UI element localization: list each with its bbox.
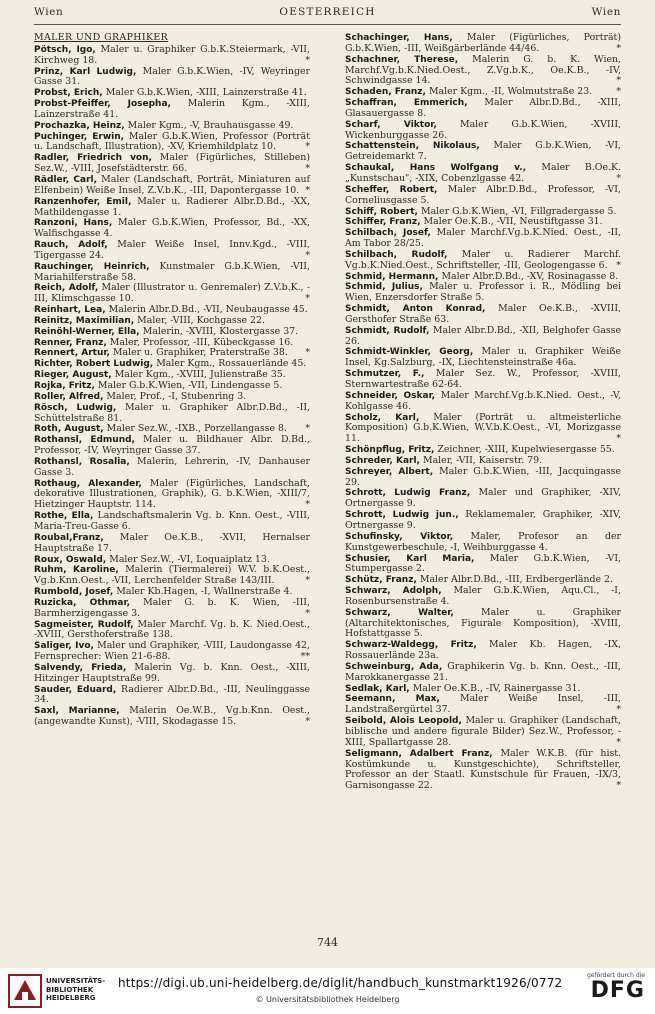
entry-name: Rädler, Carl, bbox=[34, 174, 98, 185]
library-name-2: BIBLIOTHEK bbox=[46, 985, 94, 994]
entry-name: Schilbach, Josef, bbox=[345, 228, 431, 239]
entry-details: Maler Kgm., -V, Brauhausgasse 49. bbox=[127, 119, 294, 131]
entry-name: Scharf, Viktor, bbox=[345, 119, 437, 130]
entry-details: Maler, -VII, Kaiserstr. 79. bbox=[422, 454, 543, 466]
entry-details: Maler G.b.K.Wien, -VI, Stumpergasse 2. bbox=[345, 552, 622, 575]
entry-name: Rennert, Artur, bbox=[34, 348, 110, 359]
entry-name: Schaffran, Emmerich, bbox=[345, 98, 468, 109]
entry-name: Rumbold, Josef, bbox=[34, 587, 114, 598]
directory-entry bbox=[345, 391, 621, 413]
directory-entry bbox=[34, 197, 310, 219]
entry-details: Maler G.b.K.Wien, -XIII, Lainzerstraße 41. bbox=[105, 87, 307, 99]
entry-name: Schusier, Karl Maria, bbox=[345, 553, 475, 564]
entry-name: Schmidt, Anton Konrad, bbox=[345, 304, 486, 315]
entry-marker: ** bbox=[300, 651, 310, 663]
entry-name: Rothansl, Rosalia, bbox=[34, 456, 130, 467]
entry-name: Rothe, Ella, bbox=[34, 511, 94, 522]
entry-details: Malerin Kgm., -XIII, Lainzerstraße 41. bbox=[34, 98, 310, 120]
entry-name: Roubal,Franz, bbox=[34, 532, 104, 543]
entry-details: Maler G.b.K.Wien, Professor (Porträt u. Landschaft, Illustration), -XV, Kriemhildplatz 10. bbox=[34, 130, 311, 153]
entry-marker: * bbox=[305, 184, 310, 196]
entry-details: Zeichner, -XIII, Kupelwiesergasse 55. bbox=[437, 444, 615, 456]
directory-entry bbox=[345, 185, 621, 207]
entry-name: Ranzoni, Hans, bbox=[34, 218, 113, 229]
entry-details: Maler (Figürliches, Landschaft, dekorative Illustrationen, Graphik), G. b.K.Wien, -XIII/7, Hietzinger Hauptstr. 114. bbox=[34, 477, 310, 511]
directory-entry bbox=[345, 141, 621, 163]
directory-entry bbox=[34, 565, 310, 587]
library-logo[interactable] bbox=[8, 974, 128, 1010]
entry-name: Schiff, Robert, bbox=[345, 206, 418, 217]
entry-details: Maler u. Graphiker Albr.D.Bd., -II, Schüttelstraße 81. bbox=[34, 401, 311, 424]
entry-name: Reich, Adolf, bbox=[34, 283, 99, 294]
library-name-1: UNIVERSITÄTS- bbox=[46, 977, 106, 985]
directory-entry bbox=[34, 218, 310, 240]
entry-details: Maler und Graphiker, -XIV, Ortnergasse 9. bbox=[345, 487, 622, 510]
entry-name: Roth, August, bbox=[34, 424, 104, 435]
entry-details: Malerin G. b. K. Wien, Marchf.Vg.b.K.Nied.Oest., Z.Vg.b.K., Oe.K.B., -IV, Schwindgasse 14. bbox=[345, 53, 622, 87]
entry-details: Maler, Prof., -I, Stubenring 3. bbox=[106, 390, 247, 402]
entry-name: Schneider, Oskar, bbox=[345, 390, 436, 401]
entry-marker: * bbox=[305, 347, 310, 359]
entry-name: Probst-Pfeiffer, Josepha, bbox=[34, 99, 171, 110]
entry-details: Graphikerin Vg. b. Knn. Oest., -III, Marokkanergasse 21. bbox=[345, 660, 621, 683]
entry-details: Maler Oe.K.B., -VII, Neustiftgasse 31. bbox=[423, 216, 603, 228]
entry-name: Saliger, Ivo, bbox=[34, 641, 94, 652]
entry-name: Seemann, Max, bbox=[345, 694, 440, 705]
header-right: Wien bbox=[591, 6, 621, 18]
entry-details: Reklamemaler, Graphiker, -XIV, Ortnergasse 9. bbox=[345, 509, 621, 531]
viewer-footer bbox=[0, 968, 655, 1014]
entry-details: Malerin, -XVIII, Klostergasse 37. bbox=[142, 325, 299, 337]
entry-name: Schaukal, Hans Wolfgang v., bbox=[345, 163, 527, 174]
entry-marker: * bbox=[305, 249, 310, 261]
directory-entry bbox=[345, 250, 621, 272]
entry-name: Schwarz, Adolph, bbox=[345, 586, 442, 597]
entry-name: Puchinger, Erwin, bbox=[34, 131, 125, 142]
directory-entry bbox=[345, 33, 621, 55]
entry-details: Maler (Landschaft, Porträt, Miniaturen auf Elfenbein) Weiße Insel, Z.V.b.K., -III, Dapontergasse 10. bbox=[34, 173, 311, 196]
directory-entry bbox=[34, 67, 310, 89]
entry-details: Maler G.b.K.Wien, -IV, Weyringer Gasse 31. bbox=[34, 65, 310, 88]
entry-marker: * bbox=[616, 259, 621, 271]
entry-marker: * bbox=[305, 141, 310, 153]
entry-details: Maler Albr.D.Bd., -XV, Rosinagasse 8. bbox=[441, 270, 619, 282]
entry-details: Maler Sez.W., -VI, Loquaiplatz 13. bbox=[109, 553, 270, 565]
directory-entry bbox=[345, 510, 621, 532]
entry-name: Schmid, Julius, bbox=[345, 282, 423, 293]
entry-name: Reinhart, Lea, bbox=[34, 305, 106, 316]
directory-entry bbox=[345, 369, 621, 391]
entry-details: Maler (Illustrator u. Genremaler) Z.V.b.K., -III, Klimschgasse 10. bbox=[34, 282, 310, 305]
directory-entry bbox=[345, 304, 621, 326]
entry-details: Maler Oe.K.B., -IV, Rainergasse 31. bbox=[412, 682, 581, 694]
entry-marker: * bbox=[305, 575, 310, 587]
entry-name: Prochazka, Heinz, bbox=[34, 120, 125, 131]
directory-entry bbox=[345, 413, 621, 446]
entry-details: Landschaftsmalerin Vg. b. Knn. Oest., -VIII, Maria-Treu-Gasse 6. bbox=[34, 510, 310, 532]
directory-entry bbox=[34, 132, 310, 154]
directory-entry bbox=[34, 685, 310, 707]
directory-entry bbox=[345, 694, 621, 716]
entry-name: Schmutzer, F., bbox=[345, 369, 425, 380]
entry-details: Malerin (Tiermalerei) W.V. b.K.Oest., Vg.b.Knn.Oest., -VII, Lerchenfelder Straße 143/III. bbox=[34, 564, 310, 587]
directory-entry bbox=[345, 120, 621, 142]
entry-details: Maler Albr.D.Bd., Professor, -VI, Corneliusgasse 5. bbox=[345, 183, 621, 206]
directory-entry bbox=[345, 55, 621, 88]
directory-entry bbox=[345, 554, 621, 576]
dfg-logo[interactable] bbox=[575, 972, 645, 1010]
entry-name: Schachinger, Hans, bbox=[345, 33, 453, 43]
page-number: 744 bbox=[317, 936, 338, 949]
entry-details: Maler Sez. W., Professor, -XVIII, Sternwartestraße 62-64. bbox=[345, 368, 621, 390]
entry-name: Sagmeister, Rudolf, bbox=[34, 619, 134, 630]
entry-details: Maler G.b.K.Wien, -III, Jacquingasse 29. bbox=[345, 465, 621, 488]
directory-entry bbox=[34, 706, 310, 728]
entry-name: Rothaug, Alexander, bbox=[34, 478, 142, 489]
directory-entry bbox=[34, 175, 310, 197]
entry-marker: * bbox=[305, 423, 310, 435]
entry-name: Scheffer, Robert, bbox=[345, 184, 438, 195]
entry-details: Maler, Profesor an der Kunstgewerbeschule, -I, Weihburggasse 4. bbox=[345, 530, 621, 553]
entry-name: Rauch, Adolf, bbox=[34, 240, 108, 251]
entry-details: Maler Albr.D.Bd., -XII, Belghofer Gasse 26. bbox=[345, 324, 621, 347]
entry-details: Maler Kgm., -XVIII, Julienstraße 35. bbox=[114, 369, 286, 381]
entry-name: Roux, Oswald, bbox=[34, 554, 107, 565]
directory-entry bbox=[345, 586, 621, 608]
entry-marker: * bbox=[305, 607, 310, 619]
entry-details: Maler Marchf. Vg. b. K. Nied.Oest., -XVIII, Gersthoferstraße 138. bbox=[34, 618, 310, 641]
entry-marker: * bbox=[305, 293, 310, 305]
entry-details: Maler G.b.K.Wien, -VII, Lindengasse 5. bbox=[97, 380, 283, 391]
entry-details: Maler, Professor, -III, Kübeckgasse 16. bbox=[109, 336, 294, 348]
entry-details: Maler und Graphiker, -VIII, Laudongasse 42, Fernsprecher: Wien 21-6-88. bbox=[34, 640, 310, 663]
directory-entry bbox=[345, 326, 621, 348]
entry-name: Seligmann, Adalbert Franz, bbox=[345, 748, 493, 759]
entry-details: Maler Kb.Hagen, -I, Wallnerstraße 4. bbox=[116, 586, 293, 598]
entry-name: Ranzenhofer, Emil, bbox=[34, 196, 132, 207]
entry-name: Schaden, Franz, bbox=[345, 87, 426, 98]
entry-name: Schreder, Karl, bbox=[345, 455, 420, 466]
entry-details: Maler u. Graphiker (Altarchitektonisches, Figurale Komposition), -XVIII, Hofstattgasse 5. bbox=[345, 606, 621, 640]
directory-entry bbox=[34, 620, 310, 642]
entry-details: Maler Kgm., -II, Wolmutstraße 23. bbox=[428, 86, 593, 98]
directory-entry bbox=[345, 749, 621, 792]
directory-entry bbox=[34, 262, 310, 284]
entry-details: Maler B.Oe.K. „Kunstschau", -XIX, Cobenzlgasse 42. bbox=[345, 162, 622, 184]
entry-marker: * bbox=[616, 42, 621, 54]
entry-details: Maler G. b. K. Wien, -III, Barmherzigengasse 3. bbox=[34, 596, 310, 619]
directory-entry bbox=[345, 640, 621, 662]
entry-marker: * bbox=[616, 433, 621, 445]
entry-details: Kunstmaler G.b.K.Wien, -VII, Mariahilferstraße 58. bbox=[34, 260, 310, 283]
entry-name: Rothansl, Edmund, bbox=[34, 435, 135, 446]
entry-details: Maler Weiße Insel, -III, Landstraßergürtel 37. bbox=[345, 693, 621, 716]
entry-details: Maler Kgm., Rossauerlände 45. bbox=[156, 358, 307, 370]
entry-marker: * bbox=[305, 163, 310, 175]
copyright-note: © Universitätsbibliothek Heidelberg bbox=[255, 995, 400, 1004]
entry-details: Maler Kb. Hagen, -IX, Rossauerlände 23a. bbox=[345, 639, 621, 662]
entry-name: Schwarz, Walter, bbox=[345, 607, 454, 618]
entry-name: Renner, Franz, bbox=[34, 337, 107, 348]
library-name-3: HEIDELBERG bbox=[46, 994, 96, 1002]
directory-entry bbox=[345, 488, 621, 510]
entry-marker: * bbox=[616, 704, 621, 716]
entry-name: Schütz, Franz, bbox=[345, 575, 417, 586]
right-column bbox=[345, 33, 621, 792]
directory-entry bbox=[345, 662, 621, 684]
entry-marker: * bbox=[305, 54, 310, 66]
entry-details: Maler u. Graphiker (Landschaft, biblische und andere figurale Bilder) Sez.W., Professor, -XIII, Spallartgasse 28. bbox=[345, 715, 622, 748]
entry-name: Rauchinger, Heinrich, bbox=[34, 261, 150, 272]
entry-name: Schufinsky, Viktor, bbox=[345, 531, 454, 542]
entry-name: Roller, Alfred, bbox=[34, 391, 104, 402]
entry-name: Schattenstein, Nikolaus, bbox=[345, 141, 480, 152]
funder-note: gefördert durch die bbox=[587, 972, 645, 979]
directory-entry bbox=[345, 532, 621, 554]
directory-entry bbox=[34, 240, 310, 262]
entry-details: Maler u. Professor i. R., Mödling bei Wien, Enzersdorfer Straße 5. bbox=[345, 281, 622, 304]
entry-details: Malerin, Lehrerin, -IV, Danhauser Gasse 3. bbox=[34, 455, 310, 478]
header-rule bbox=[34, 24, 621, 25]
entry-name: Probst, Erich, bbox=[34, 88, 103, 99]
section-title: MALER UND GRAPHIKER bbox=[34, 32, 169, 43]
directory-entry bbox=[34, 283, 310, 305]
header-left: Wien bbox=[34, 6, 64, 18]
directory-entry bbox=[345, 467, 621, 489]
directory-entry bbox=[345, 347, 621, 369]
running-header bbox=[34, 6, 621, 22]
entry-name: Scholz, Karl, bbox=[345, 412, 420, 423]
directory-entry bbox=[34, 511, 310, 533]
entry-name: Schrott, Ludwig jun., bbox=[345, 510, 459, 521]
directory-entry bbox=[345, 228, 621, 250]
entry-details: Malerin Oe.W.B., Vg.b.Knn. Oest., (angewandte Kunst), -VIII, Skodagasse 15. bbox=[34, 705, 311, 728]
entry-marker: * bbox=[305, 716, 310, 728]
entry-name: Pötsch, Igo, bbox=[34, 44, 96, 55]
entry-name: Schreyer, Albert, bbox=[345, 466, 434, 477]
entry-name: Radler, Friedrich von, bbox=[34, 153, 152, 164]
entry-details: Maler (Figürliches, Stilleben) Sez.W., -VIII, Josefstädterstr. 66. bbox=[34, 152, 310, 175]
directory-entry bbox=[345, 163, 621, 185]
entry-name: Seibold, Alois Leopold, bbox=[345, 716, 462, 727]
entry-details: Maler Marchf.Vg.b.K.Nied. Oest., -V, Kohlgasse 46. bbox=[345, 389, 622, 412]
entry-details: Maler Oe.K.B., -XVII, Hernalser Hauptstraße 17. bbox=[34, 531, 310, 554]
entry-marker: * bbox=[616, 780, 621, 792]
entry-name: Reinöhl-Werner, Ella, bbox=[34, 326, 140, 337]
entry-details: Maler u. Radierer Marchf. Vg.b.K.Nied.Oest., Schriftsteller, -III, Geologengasse 6. bbox=[345, 248, 621, 271]
entry-details: Maler Albr.D.Bd., -III, Erdbergerlände 2. bbox=[419, 574, 613, 586]
entry-name: Rieger, August, bbox=[34, 370, 112, 381]
entry-name: Richter, Robert Ludwig, bbox=[34, 359, 154, 370]
entry-details: Maler G.b.K.Wien, -VI, Fillgradergasse 5. bbox=[420, 205, 617, 217]
directory-entry bbox=[34, 99, 310, 121]
entry-details: Maler (Figürliches, Porträt) G.b.K.Wien, -III, Weißgärberlände 44/46. bbox=[345, 32, 621, 54]
entry-name: Schwarz-Waldegg, Fritz, bbox=[345, 640, 477, 651]
entry-details: Maler G.b.K.Wien, -XVIII, Wickenburggasse 26. bbox=[345, 118, 622, 141]
permalink[interactable]: https://digi.ub.uni-heidelberg.de/diglit/handbuch_kunstmarkt1926/0772 bbox=[118, 976, 563, 990]
entry-details: Maler u. Graphiker, Praterstraße 38. bbox=[112, 347, 288, 359]
entry-details: Maler Albr.D.Bd., -XIII, Glasauergasse 8. bbox=[345, 97, 621, 119]
entry-name: Salvendy, Frieda, bbox=[34, 662, 127, 673]
entry-details: Maler, -VIII, Kochgasse 22. bbox=[137, 314, 265, 326]
entry-name: Schmid, Hermann, bbox=[345, 271, 439, 282]
entry-name: Reinitz, Maximilian, bbox=[34, 315, 135, 326]
entry-name: Prinz, Karl Ludwig, bbox=[34, 66, 137, 77]
directory-entry bbox=[345, 98, 621, 120]
entry-details: Maler (Porträt u. altmeisterliche Komposition) G.b.K.Wien, W.V.b.K.Oest., -VI, Morizgasse 11. bbox=[345, 411, 621, 445]
directory-entry bbox=[34, 598, 310, 620]
entry-details: Maler W.K.B. (für hist. Kostümkunde u. Kunstgeschichte), Schriftsteller, Professor an der Staatl. Kunstschule für Frauen, -IX/3, Garnisongasse 22. bbox=[345, 747, 622, 792]
entry-marker: * bbox=[305, 499, 310, 511]
directory-entry bbox=[34, 663, 310, 685]
directory-entry bbox=[345, 608, 621, 641]
entry-marker: * bbox=[616, 736, 621, 748]
entry-name: Schönpflug, Fritz, bbox=[345, 445, 435, 456]
directory-entry bbox=[34, 403, 310, 425]
directory-entry bbox=[34, 457, 310, 479]
entry-name: Rojka, Fritz, bbox=[34, 381, 95, 391]
entry-details: Maler Oe.K.B., -XVIII, Gersthofer Straße 63. bbox=[345, 303, 622, 325]
entry-details: Maler u. Graphiker Weiße Insel, Kg.Salzburg, -IX, Liechtensteinstraße 46a. bbox=[345, 346, 622, 369]
entry-name: Sauder, Eduard, bbox=[34, 684, 117, 695]
directory-entry bbox=[34, 153, 310, 175]
entry-marker: * bbox=[616, 86, 621, 98]
entry-name: Schrott, Ludwig Franz, bbox=[345, 488, 471, 499]
entry-marker: * bbox=[616, 172, 621, 184]
entry-name: Schmidt, Rudolf, bbox=[345, 325, 430, 336]
dfg-wordmark: DFG bbox=[590, 978, 645, 1003]
directory-entry bbox=[34, 533, 310, 555]
entry-name: Schachner, Therese, bbox=[345, 54, 459, 65]
entry-details: Maler u. Bildhauer Albr. D.Bd., Professor, -IV, Weyringer Gasse 37. bbox=[34, 434, 310, 457]
entry-details: Radierer Albr.D.Bd., -III, Neulinggasse 34. bbox=[34, 683, 310, 706]
directory-entry bbox=[34, 641, 310, 663]
directory-entry bbox=[345, 282, 621, 304]
entry-details: Maler G.b.K.Wien, Aqu.Cl., -I, Rosenbursenstraße 4. bbox=[345, 585, 621, 607]
entry-name: Schweinburg, Ada, bbox=[345, 661, 443, 672]
entry-details: Malerin Vg. b. Knn. Oest., -XIII, Hitzinger Hauptstraße 99. bbox=[34, 661, 310, 684]
entry-details: Malerin Albr.D.Bd., -VII, Neubaugasse 45. bbox=[108, 304, 308, 316]
entry-details: Maler Weiße Insel, Innv.Kgd., -VIII, Tigergasse 24. bbox=[34, 239, 310, 261]
entry-name: Ruhm, Karoline, bbox=[34, 565, 119, 576]
directory-entry bbox=[34, 45, 310, 67]
entry-details: Maler Marchf.Vg.b.K.Nied. Oest., -II, Am Tabor 28/25. bbox=[345, 227, 622, 250]
entry-details: Maler u. Graphiker G.b.K.Steiermark, -VII, Kirchweg 18. bbox=[34, 43, 310, 66]
entry-name: Schmidt-Winkler, Georg, bbox=[345, 347, 474, 358]
directory-entry bbox=[34, 479, 310, 512]
left-column bbox=[34, 33, 310, 728]
entry-details: Maler Sez.W., -IXB., Porzellangasse 8. bbox=[106, 423, 287, 435]
directory-entry bbox=[345, 716, 621, 749]
header-center: OESTERREICH bbox=[279, 6, 376, 18]
directory-entry bbox=[34, 435, 310, 457]
entry-details: Maler u. Radierer Albr.D.Bd., -XX, Mathildengasse 1. bbox=[34, 195, 311, 218]
entry-details: Maler G.b.K.Wien, -VI, Getreidemarkt 7. bbox=[345, 140, 622, 163]
entry-marker: * bbox=[616, 75, 621, 87]
entry-name: Schiffer, Franz, bbox=[345, 217, 421, 228]
entry-details: Maler G.b.K.Wien, Professor, Bd., -XX, Walfischgasse 4. bbox=[34, 217, 311, 240]
entry-name: Schilbach, Rudolf, bbox=[345, 249, 448, 260]
entry-name: Ruzicka, Othmar, bbox=[34, 597, 131, 608]
entry-name: Saxl, Marianne, bbox=[34, 706, 120, 717]
entry-name: Rösch, Ludwig, bbox=[34, 402, 117, 413]
entry-name: Sedlak, Karl, bbox=[345, 683, 410, 694]
